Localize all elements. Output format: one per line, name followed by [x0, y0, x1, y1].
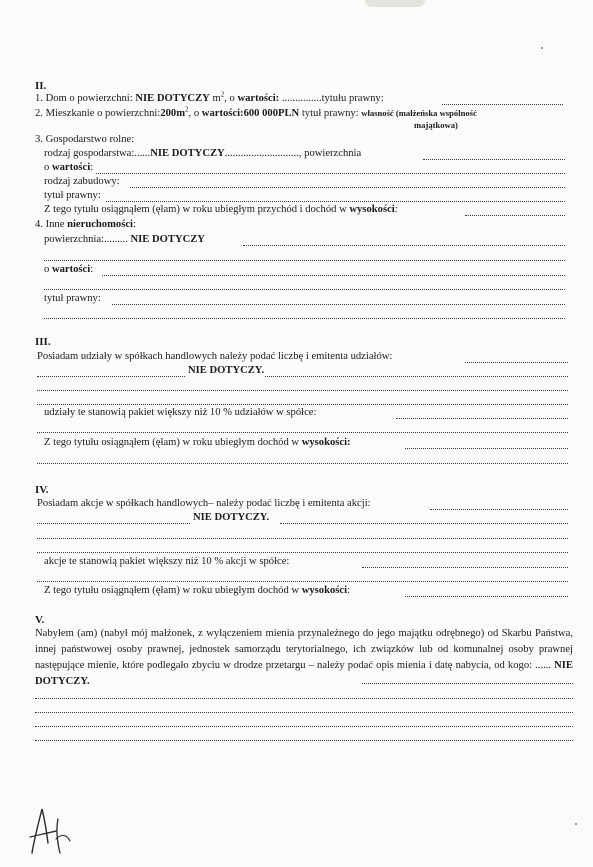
shares-line: Posiadam udziały w spółkach handlowych należy podać liczbę i emitenta udziałów: — [37, 351, 393, 362]
section-iii-heading: III. — [35, 336, 51, 348]
shares-not-applicable: NIE DOTYCZY. — [188, 365, 265, 376]
stocks-dots-2 — [37, 523, 190, 524]
farm-value-o: o — [44, 162, 52, 173]
farm-income-label: Z tego tytułu osiągnąłem (ęłam) w roku ubiegłym przychód i dochód w — [44, 204, 350, 215]
shares-dots-2 — [37, 376, 185, 377]
other-property-prefix: 4. Inne — [35, 219, 68, 230]
house-unit: m — [209, 93, 221, 104]
farm-income-colon: : — [394, 204, 398, 215]
flat-label: 2. Mieszkanie o powierzchni: — [35, 108, 161, 119]
farm-value-line — [44, 162, 93, 174]
scan-speck — [575, 823, 577, 825]
house-title-label: ...............tytułu prawny: — [279, 93, 384, 104]
acquired-dots — [362, 683, 573, 684]
other-property-label: nieruchomości — [67, 219, 133, 230]
other-value-line — [44, 264, 93, 276]
acquired-dots-2 — [35, 698, 573, 699]
shares-dots-5 — [37, 404, 568, 405]
other-area-label: powierzchnia:......... — [44, 234, 128, 245]
section-v-heading: V. — [35, 614, 45, 626]
handwritten-signature — [12, 795, 78, 861]
other-title-label: tytuł prawny: — [44, 293, 101, 304]
shares-10pct-dots-2 — [37, 432, 568, 433]
other-value-dots — [102, 275, 565, 276]
flat-area: 200m — [160, 108, 186, 119]
other-value-o: o — [44, 264, 52, 275]
acquired-dots-4 — [35, 726, 573, 727]
farm-value-dots — [96, 173, 565, 174]
shares-dots — [465, 362, 568, 363]
farm-title-label: tytuł prawny: — [44, 190, 101, 201]
house-value-label: wartości: — [237, 93, 280, 104]
farm-type-label: rodzaj gospodarstwa:...... — [44, 148, 151, 159]
house-label: 1. Dom o powierzchni: — [35, 93, 136, 104]
stocks-10pct-dots — [362, 567, 568, 568]
stocks-income-line — [44, 585, 350, 597]
stocks-income-label: Z tego tytułu osiągnąłem (ęłam) w roku ubiegłym dochód w — [44, 585, 302, 596]
stocks-dots-3 — [280, 523, 568, 524]
stocks-line: Posiadam akcje w spółkach handlowych– należy podać liczbę i emitenta akcji: — [37, 498, 371, 509]
farm-buildings-label: rodzaj zabudowy: — [44, 176, 120, 187]
stocks-10pct-dots-2 — [37, 581, 568, 582]
shares-dots-3 — [265, 376, 568, 377]
acquired-property-paragraph — [35, 626, 573, 690]
shares-dots-4 — [37, 390, 568, 391]
shares-income-label: Z tego tytułu osiągnąłem (ęłam) w roku ubiegłym dochód w — [44, 437, 302, 448]
acquired-not-applicable: NIE DOTYCZY. — [35, 659, 573, 687]
house-line — [35, 90, 384, 105]
other-area-dots — [243, 245, 565, 246]
other-area-line — [44, 234, 205, 246]
farm-value-label: wartości — [51, 162, 91, 173]
house-not-applicable: NIE DOTYCZY — [135, 93, 210, 104]
farm-income-dots — [465, 215, 565, 216]
acquired-property-text: Nabyłem (am) (nabył mój małżonek, z wyłączeniem mienia przynależnego do jego majątku odrębnego) od Skarbu Państwa, innej państwowej osoby prawnej, jednostek samorządu terytorialnego, ich związków lub od komunalnej osoby prawnej następujące mienie, które podlegało zbyciu w drodze przetargu – należy podać opis mienia i datę nabycia, od kogo: ...... — [35, 628, 573, 671]
other-property-heading — [35, 219, 136, 231]
shares-income-dots-2 — [37, 463, 568, 464]
section-ii-heading: II. — [35, 80, 47, 92]
flat-line — [35, 105, 477, 120]
other-title-dots-2 — [44, 318, 565, 319]
section-iv-heading: IV. — [35, 484, 49, 496]
house-title-dots — [442, 104, 563, 105]
farm-income-line — [44, 204, 398, 216]
stocks-dots-5 — [37, 552, 568, 553]
house-unit-sup: 2 — [220, 90, 225, 99]
house-sep: , o — [224, 93, 238, 104]
other-area-dots-2 — [44, 260, 565, 261]
other-title-dots — [112, 304, 565, 305]
flat-sep: , o — [188, 108, 202, 119]
stocks-income-colon: : — [347, 585, 351, 596]
other-property-colon: : — [133, 219, 136, 230]
flat-title-value-cont: majątkowa) — [414, 120, 458, 130]
stocks-dots — [430, 509, 568, 510]
farm-value-colon: : — [90, 162, 94, 173]
flat-title-value: własność (małżeńska wspólność — [361, 108, 477, 118]
other-value-label: wartości — [51, 264, 91, 275]
farm-type-line — [44, 148, 361, 160]
farm-heading: 3. Gospodarstwo rolne: — [35, 134, 135, 145]
stocks-not-applicable: NIE DOTYCZY. — [193, 512, 270, 523]
shares-10pct-dots — [396, 418, 568, 419]
flat-title-label: tytuł prawny: — [299, 108, 362, 119]
stocks-income-dots — [405, 596, 568, 597]
stocks-10pct-line: akcje te stanowią pakiet większy niż 10 % akcji w spółce: — [44, 556, 290, 567]
stocks-income-amount-label: wysokości — [301, 585, 348, 596]
flat-area-sup: 2 — [185, 105, 189, 114]
farm-buildings-dots — [130, 187, 565, 188]
shares-income-amount-label: wysokości: — [301, 437, 351, 448]
acquired-dots-5 — [35, 740, 573, 741]
flat-value: wartości:600 000PLN — [201, 108, 300, 119]
stocks-dots-4 — [37, 538, 568, 539]
acquired-dots-3 — [35, 712, 573, 713]
farm-area-label: ............................, powierzchnia — [224, 148, 362, 159]
scan-speck — [541, 47, 543, 49]
scan-smudge — [365, 0, 425, 7]
shares-10pct-line: udziały te stanowią pakiet większy niż 10 % udziałów w spółce: — [44, 407, 317, 418]
other-value-dots-2 — [44, 289, 565, 290]
shares-income-dots — [405, 448, 568, 449]
farm-title-dots — [106, 201, 565, 202]
farm-area-dots — [423, 159, 565, 160]
farm-not-applicable: NIE DOTYCZY — [150, 148, 225, 159]
farm-income-amount-label: wysokości — [349, 204, 395, 215]
other-not-applicable: NIE DOTYCZY — [130, 234, 205, 245]
shares-income-line — [44, 437, 351, 449]
other-value-colon: : — [90, 264, 94, 275]
